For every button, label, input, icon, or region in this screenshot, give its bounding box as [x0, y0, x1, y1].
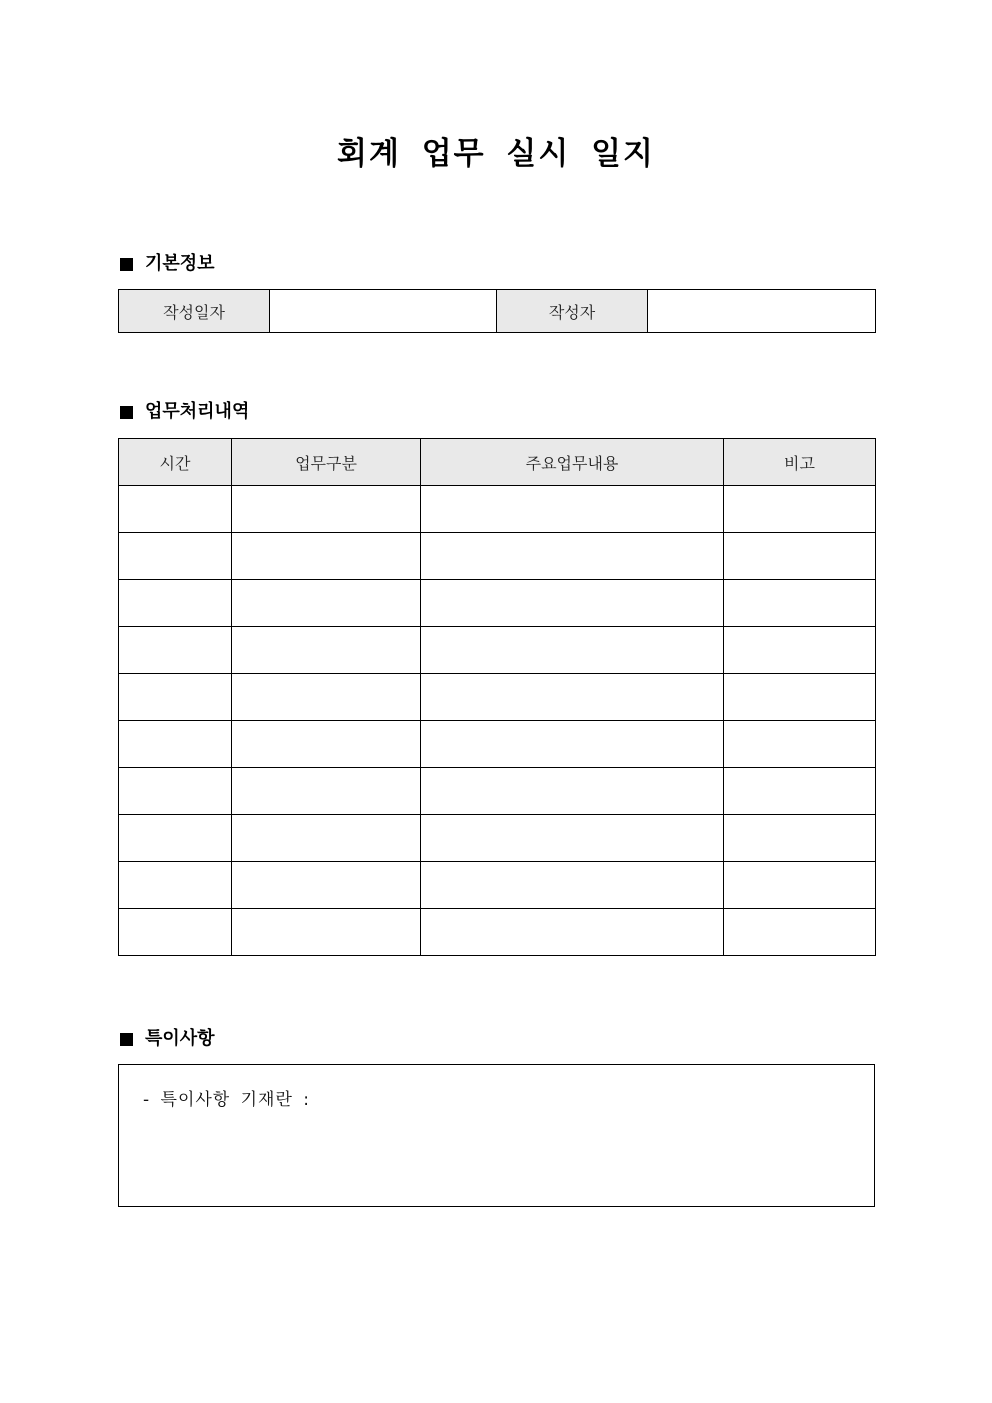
- table-header-row: [119, 439, 876, 486]
- table-row: [119, 768, 876, 815]
- remarks-cell[interactable]: [724, 721, 876, 768]
- time-cell[interactable]: [119, 580, 232, 627]
- section-heading-notes: [120, 1027, 215, 1051]
- category-cell[interactable]: [232, 768, 421, 815]
- time-cell[interactable]: [119, 674, 232, 721]
- remarks-cell[interactable]: [724, 815, 876, 862]
- date-label: 작성일자: [119, 290, 270, 333]
- remarks-cell[interactable]: [724, 627, 876, 674]
- page-title: 회계 업무 실시 일지: [337, 136, 655, 172]
- time-cell[interactable]: [119, 721, 232, 768]
- content-cell[interactable]: [421, 815, 724, 862]
- table-row: [119, 580, 876, 627]
- table-row: [119, 533, 876, 580]
- content-cell[interactable]: [421, 533, 724, 580]
- time-cell[interactable]: [119, 862, 232, 909]
- square-bullet-icon: [120, 258, 133, 271]
- notes-box[interactable]: [118, 1064, 875, 1207]
- category-cell[interactable]: [232, 580, 421, 627]
- content-cell[interactable]: [421, 580, 724, 627]
- category-cell[interactable]: [232, 674, 421, 721]
- content-cell[interactable]: [421, 768, 724, 815]
- remarks-cell[interactable]: [724, 674, 876, 721]
- author-field[interactable]: [648, 290, 876, 333]
- time-cell[interactable]: [119, 768, 232, 815]
- table-row: [119, 290, 876, 333]
- table-row: [119, 909, 876, 956]
- section-heading-basic-info: [120, 252, 215, 276]
- category-cell[interactable]: [232, 533, 421, 580]
- square-bullet-icon: [120, 1033, 133, 1046]
- remarks-cell[interactable]: [724, 580, 876, 627]
- work-log-table: [118, 438, 876, 956]
- table-row: [119, 674, 876, 721]
- category-cell[interactable]: [232, 627, 421, 674]
- category-cell[interactable]: [232, 862, 421, 909]
- table-row: [119, 627, 876, 674]
- content-cell[interactable]: [421, 909, 724, 956]
- category-cell[interactable]: [232, 486, 421, 533]
- category-cell[interactable]: [232, 909, 421, 956]
- date-field[interactable]: [270, 290, 497, 333]
- time-cell[interactable]: [119, 909, 232, 956]
- content-cell[interactable]: [421, 486, 724, 533]
- table-row: [119, 486, 876, 533]
- category-cell[interactable]: [232, 721, 421, 768]
- remarks-cell[interactable]: [724, 768, 876, 815]
- section-heading-label: 특이사항: [145, 1028, 215, 1049]
- column-header-remarks: 비고: [724, 439, 876, 486]
- time-cell[interactable]: [119, 815, 232, 862]
- content-cell[interactable]: [421, 862, 724, 909]
- notes-prompt: - 특이사항 기재란 :: [143, 1090, 311, 1110]
- table-row: [119, 815, 876, 862]
- remarks-cell[interactable]: [724, 909, 876, 956]
- section-heading-label: 기본정보: [145, 253, 215, 274]
- content-cell[interactable]: [421, 627, 724, 674]
- time-cell[interactable]: [119, 486, 232, 533]
- column-header-time: 시간: [119, 439, 232, 486]
- time-cell[interactable]: [119, 627, 232, 674]
- basic-info-table: [118, 289, 876, 333]
- remarks-cell[interactable]: [724, 486, 876, 533]
- section-heading-work-log: [120, 400, 249, 424]
- content-cell[interactable]: [421, 674, 724, 721]
- table-row: [119, 721, 876, 768]
- section-heading-label: 업무처리내역: [145, 401, 250, 422]
- table-row: [119, 862, 876, 909]
- square-bullet-icon: [120, 406, 133, 419]
- time-cell[interactable]: [119, 533, 232, 580]
- content-cell[interactable]: [421, 721, 724, 768]
- column-header-category: 업무구분: [232, 439, 421, 486]
- remarks-cell[interactable]: [724, 862, 876, 909]
- remarks-cell[interactable]: [724, 533, 876, 580]
- column-header-content: 주요업무내용: [421, 439, 724, 486]
- author-label: 작성자: [497, 290, 648, 333]
- category-cell[interactable]: [232, 815, 421, 862]
